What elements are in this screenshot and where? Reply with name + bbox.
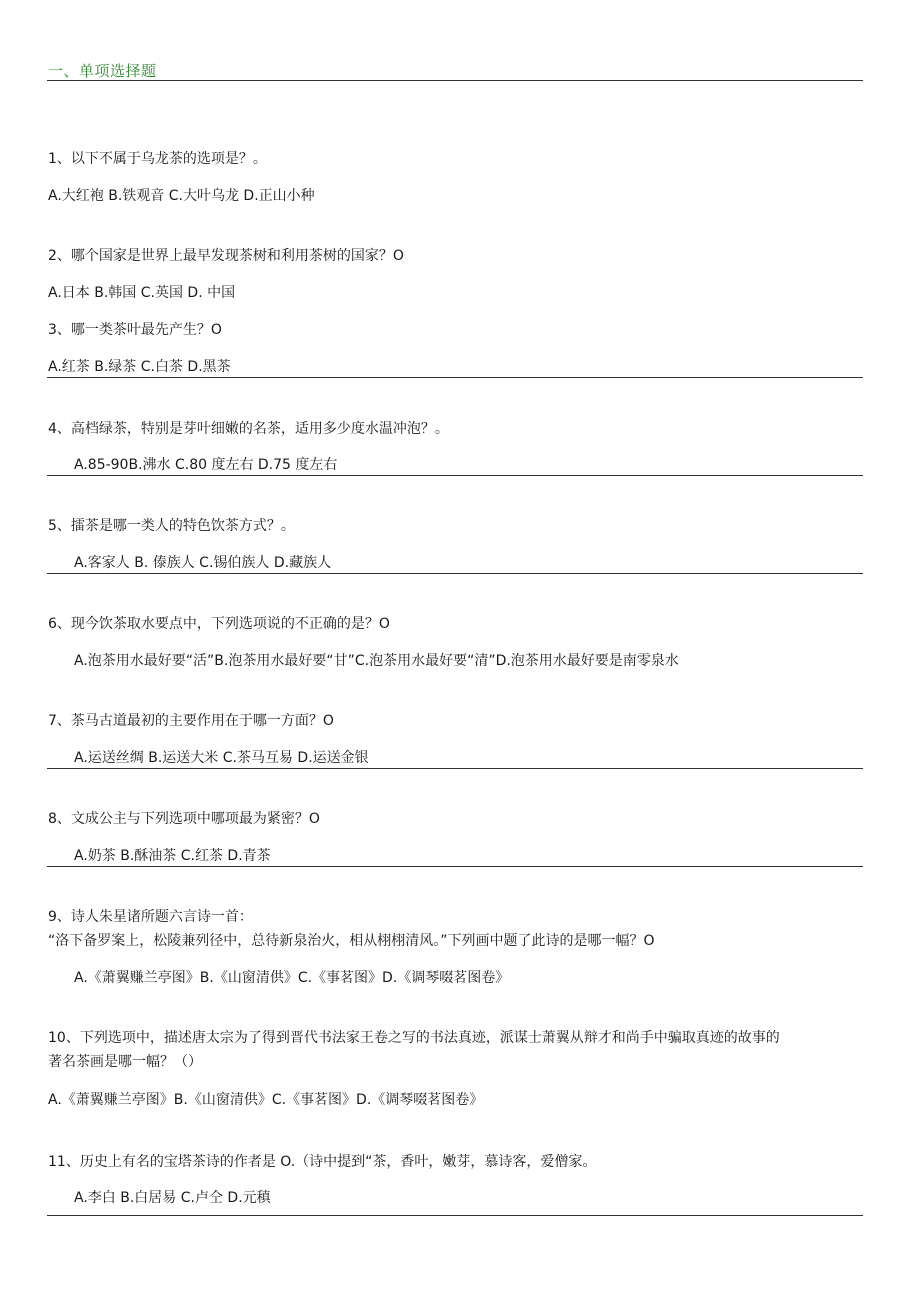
question-9-stem-continued: “洛下备罗案上，松陵兼列径中，总待新泉治火，相从栩栩清风。”下列画中题了此诗的是哪一幅？O xyxy=(48,933,655,949)
question-6-options: A.泡茶用水最好要“活”B.泡茶用水最好要“甘”C.泡茶用水最好要“清”D.泡茶用水最好要是南零泉水 xyxy=(74,653,679,669)
question-9-options: A.《萧翼赚兰亭图》B.《山窗清供》C.《事茗图》D.《调琴啜茗图卷》 xyxy=(74,970,510,986)
question-3-stem: 3、哪一类茶叶最先产生？O xyxy=(48,322,222,338)
question-1-stem: 1、以下不属于乌龙茶的选项是？。 xyxy=(48,151,267,167)
question-5-stem: 5、擂茶是哪一类人的特色饮茶方式？。 xyxy=(48,518,295,534)
question-divider xyxy=(47,1215,863,1216)
question-8-options: A.奶茶 B.酥油茶 C.红茶 D.青茶 xyxy=(74,848,271,864)
question-10-options: A.《萧翼赚兰亭图》B.《山窗清供》C.《事茗图》D.《调琴啜茗图卷》 xyxy=(48,1092,484,1108)
question-4-options: A.85-90B.沸水 C.80 度左右 D.75 度左右 xyxy=(74,457,338,473)
question-3-options: A.红茶 B.绿茶 C.白茶 D.黑茶 xyxy=(48,359,231,375)
question-1-options: A.大红袍 B.铁观音 C.大叶乌龙 D.正山小种 xyxy=(48,188,315,204)
question-divider xyxy=(47,768,863,769)
question-divider xyxy=(47,573,863,574)
question-divider xyxy=(47,866,863,867)
question-11-options: A.李白 B.白居易 C.卢仝 D.元稹 xyxy=(74,1190,271,1206)
section-title-rule xyxy=(47,80,863,81)
question-10-stem-continued: 著名茶画是哪一幅？（） xyxy=(48,1054,202,1070)
question-divider xyxy=(47,475,863,476)
question-6-stem: 6、现今饮茶取水要点中，下列选项说的不正确的是？O xyxy=(48,616,390,632)
question-4-stem: 4、高档绿茶，特别是芽叶细嫩的名茶，适用多少度水温冲泡？。 xyxy=(48,421,449,437)
question-7-options: A.运送丝绸 B.运送大米 C.茶马互易 D.运送金银 xyxy=(74,750,369,766)
question-2-options: A.日本 B.韩国 C.英国 D. 中国 xyxy=(48,285,236,301)
question-2-stem: 2、哪个国家是世界上最早发现茶树和利用茶树的国家？O xyxy=(48,248,404,264)
question-11-stem: 11、历史上有名的宝塔茶诗的作者是 O.（诗中提到“茶，香叶，嫩芽，慕诗客，爱僧家。 xyxy=(48,1154,597,1170)
question-10-stem: 10、下列选项中，描述唐太宗为了得到晋代书法家王卷之写的书法真迹，派谋士萧翼从辩才和尚手中骗取真迹的故事的 xyxy=(48,1030,780,1046)
question-5-options: A.客家人 B. 傣族人 C.锡伯族人 D.藏族人 xyxy=(74,555,332,571)
question-divider xyxy=(47,377,863,378)
question-8-stem: 8、文成公主与下列选项中哪项最为紧密？O xyxy=(48,811,320,827)
question-9-stem: 9、诗人朱星诸所题六言诗一首： xyxy=(48,909,253,925)
section-title: 一、单项选择题 xyxy=(48,62,157,80)
question-7-stem: 7、茶马古道最初的主要作用在于哪一方面？O xyxy=(48,713,334,729)
